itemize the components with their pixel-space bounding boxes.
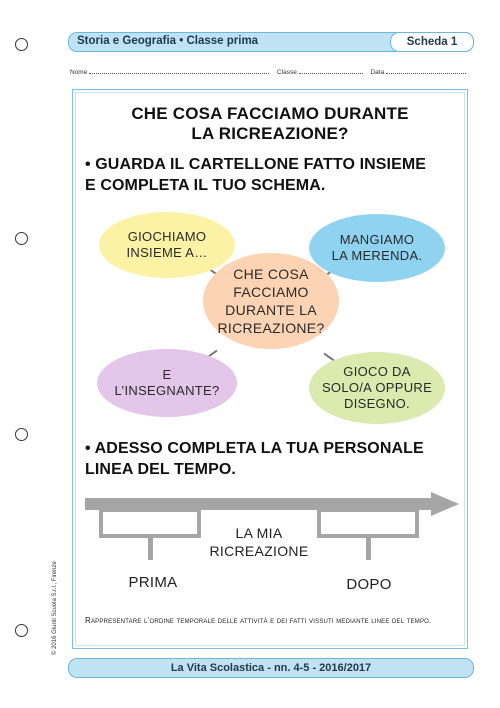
instruction-line: LINEA DEL TEMPO. <box>85 461 236 478</box>
date-field[interactable] <box>386 67 466 74</box>
teacher-note: Rappresentare l’ordine temporale delle attività e dei fatti vissuti mediante linee del tempo. <box>85 616 432 625</box>
instruction-line: • ADESSO COMPLETA LA TUA PERSONALE <box>85 440 424 457</box>
binder-hole <box>15 232 28 245</box>
footer-bar: La Vita Scolastica - nn. 4-5 - 2016/2017 <box>68 658 474 678</box>
timeline-label-line: RICREAZIONE <box>209 543 309 559</box>
class-field[interactable] <box>299 67 363 74</box>
copyright-text: © 2016 Giunti Scuola S.r.l., Firenze <box>52 561 58 655</box>
timeline-stem-after <box>366 536 371 560</box>
timeline-center-label <box>199 524 319 560</box>
bubble-line: L’INSEGNANTE? <box>114 383 220 398</box>
instruction-line: E COMPLETA IL TUO SCHEMA. <box>85 177 326 194</box>
binder-hole <box>15 624 28 637</box>
bubble-line: RICREAZIONE? <box>217 320 325 336</box>
name-field[interactable] <box>89 67 269 74</box>
title-line: LA RICREAZIONE? <box>191 124 349 143</box>
timeline-before-label: PRIMA <box>128 574 178 591</box>
binder-hole <box>15 38 28 51</box>
name-label: Nome <box>70 69 88 76</box>
header-title: Storia e Geografia • Classe prima <box>77 35 259 47</box>
binder-hole <box>15 428 28 441</box>
bubble-line: FACCIAMO <box>233 284 309 300</box>
instruction-line: • GUARDA IL CARTELLONE FATTO INSIEME <box>85 156 427 173</box>
timeline-label-line: LA MIA <box>235 525 283 541</box>
timeline-arrow <box>85 492 459 516</box>
timeline-stem-before <box>148 536 153 560</box>
header-bar <box>68 32 474 52</box>
worksheet-tab: Scheda 1 <box>390 32 474 52</box>
bubble-line: LA MERENDA. <box>331 248 423 263</box>
date-label: Data <box>370 69 385 76</box>
bubble-line: MANGIAMO <box>339 232 415 247</box>
class-label: Classe <box>276 69 297 76</box>
bubble-line: DISEGNO. <box>344 396 410 411</box>
timeline-after-label: DOPO <box>346 576 392 593</box>
bubble-line: INSIEME A… <box>126 245 208 260</box>
bubble-line: DURANTE LA <box>225 302 317 318</box>
timeline-diagram <box>73 90 467 648</box>
worksheet-panel <box>72 89 468 649</box>
bubble-line: GIOCO DA <box>343 364 411 379</box>
bubble-line: GIOCHIAMO <box>127 229 207 244</box>
timeline-box-after <box>319 510 417 536</box>
bubble-line: CHE COSA <box>233 266 309 282</box>
title-line: CHE COSA FACCIAMO DURANTE <box>131 104 409 123</box>
timeline-box-before <box>101 510 199 536</box>
student-info-line <box>70 67 466 76</box>
bubble-line: E <box>162 367 172 382</box>
bubble-line: SOLO/A OPPURE <box>321 380 433 395</box>
